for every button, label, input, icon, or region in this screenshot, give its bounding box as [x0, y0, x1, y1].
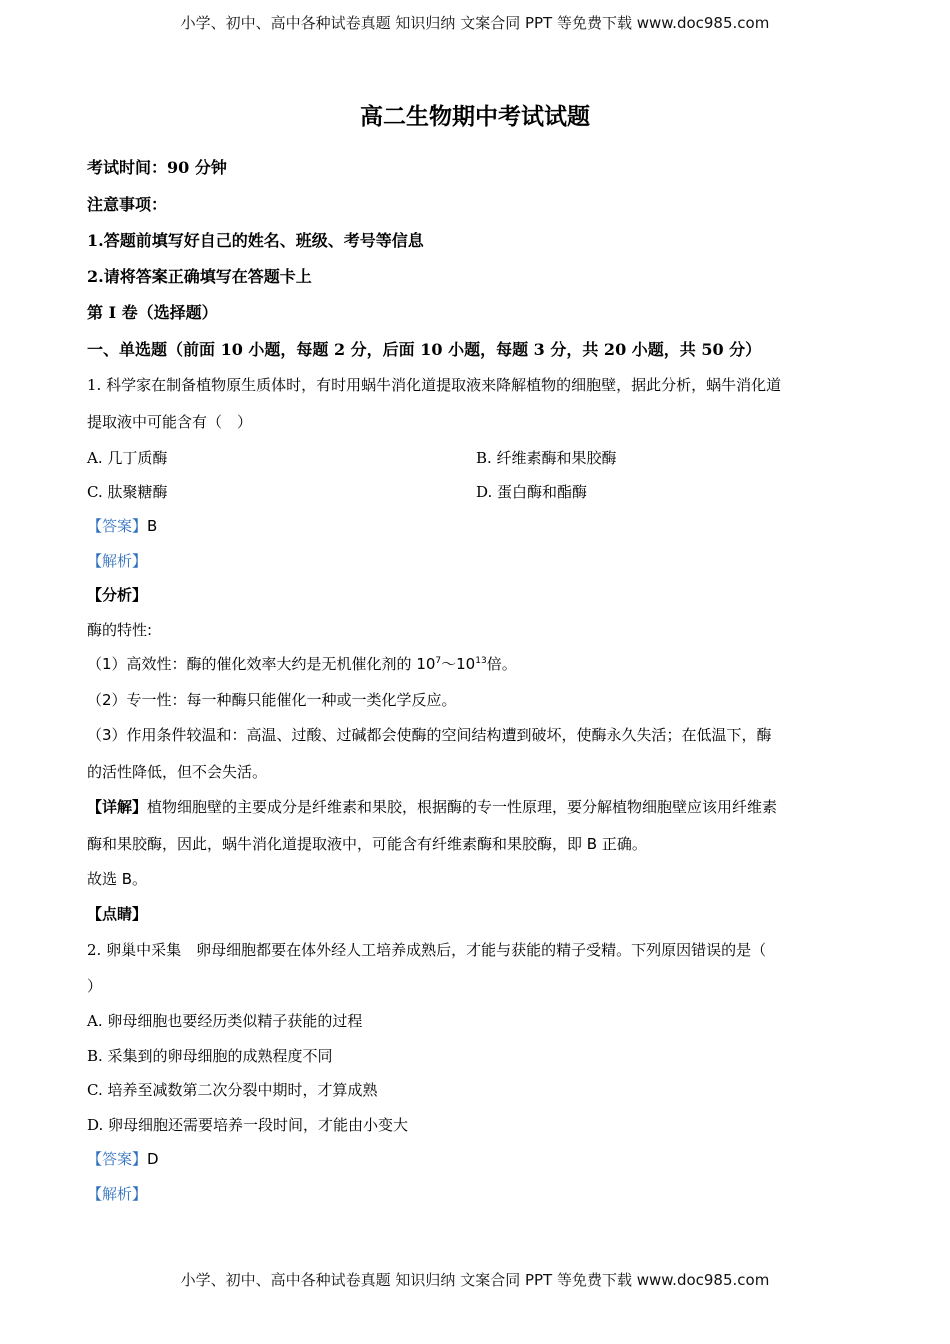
- notice-label: 注意事项：: [87, 195, 168, 214]
- answer-value: D: [147, 1150, 159, 1168]
- answer-value: B: [147, 517, 158, 535]
- q2-stem-line2: ）: [87, 977, 103, 995]
- q2-option-c: C. 培养至减数第二次分裂中期时，才算成熟: [87, 1081, 378, 1099]
- q1-dianjing-label: 【点睛】: [87, 905, 148, 923]
- q2-option-a: A. 卵母细胞也要经历类似精子获能的过程: [87, 1012, 363, 1030]
- point1-pre: （1）高效性：酶的催化效率大约是无机催化剂的 10: [87, 655, 436, 673]
- q1-detail-line2: 酶和果胶酶，因此，蜗牛消化道提取液中，可能含有纤维素酶和果胶酶，即 B 正确。: [87, 835, 647, 853]
- q1-option-b: B. 纤维素酶和果胶酶: [476, 449, 617, 467]
- q1-option-d: D. 蛋白酶和酯酶: [476, 483, 588, 501]
- page-header: 小学、初中、高中各种试卷真题 知识归纳 文案合同 PPT 等免费下载 www.doc985.com: [180, 14, 770, 32]
- page-footer: 小学、初中、高中各种试卷真题 知识归纳 文案合同 PPT 等免费下载 www.doc985.com: [180, 1271, 770, 1289]
- detail-text-1: 植物细胞壁的主要成分是纤维素和果胶，根据酶的专一性原理，要分解植物细胞壁应该用纤维素: [147, 798, 778, 816]
- q2-option-d: D. 卵母细胞还需要培养一段时间，才能由小变大: [87, 1116, 409, 1134]
- point1-sup2: 13: [475, 656, 487, 666]
- enzyme-intro: 酶的特性:: [87, 621, 153, 639]
- enzyme-point-2: （2）专一性：每一种酶只能催化一种或一类化学反应。: [87, 691, 457, 709]
- q2-analysis-label: 【解析】: [87, 1185, 148, 1203]
- q1-answer: [87, 515, 157, 536]
- section-heading: 一、单选题（前面 10 小题，每题 2 分，后面 10 小题，每题 3 分，共 20 小题，共 50 分）: [87, 340, 762, 359]
- notice-1: 1.答题前填写好自己的姓名、班级、考号等信息: [87, 231, 424, 250]
- q2-answer: [87, 1148, 159, 1169]
- point1-post: 倍。: [486, 655, 517, 673]
- q1-detail-line1: [87, 796, 777, 817]
- q1-stem-line1: 1. 科学家在制备植物原生质体时，有时用蜗牛消化道提取液来降解植物的细胞壁，据此分析，蜗牛消化道: [87, 376, 782, 394]
- volume-heading: 第 I 卷（选择题）: [87, 303, 218, 322]
- q1-option-c: C. 肽聚糖酶: [87, 483, 168, 501]
- q2-stem-line1: 2. 卵巢中采集 卵母细胞都要在体外经人工培养成熟后，才能与获能的精子受精。下列原因错误的是（: [87, 941, 767, 959]
- notice-2: 2.请将答案正确填写在答题卡上: [87, 267, 312, 286]
- q1-stem-line2: 提取液中可能含有（ ）: [87, 413, 253, 431]
- detail-label: 【详解】: [87, 798, 148, 816]
- enzyme-point-3-line1: （3）作用条件较温和：高温、过酸、过碱都会使酶的空间结构遭到破坏，使酶永久失活；在低温下，酶: [87, 726, 772, 744]
- enzyme-point-1: [87, 653, 517, 674]
- q1-option-a: A. 几丁质酶: [87, 449, 168, 467]
- answer-label: 【答案】: [87, 1150, 148, 1168]
- enzyme-point-3-line2: 的活性降低，但不会失活。: [87, 763, 268, 781]
- point1-sup1: 7: [435, 656, 442, 666]
- point1-mid: ～10: [441, 655, 476, 673]
- q1-fenxi-label: 【分析】: [87, 586, 148, 604]
- q1-choose: 故选 B。: [87, 870, 148, 888]
- q1-analysis-label: 【解析】: [87, 552, 148, 570]
- exam-time: 考试时间：90 分钟: [87, 158, 227, 177]
- answer-label: 【答案】: [87, 517, 148, 535]
- q2-option-b: B. 采集到的卵母细胞的成熟程度不同: [87, 1047, 333, 1065]
- document-title: 高二生物期中考试试题: [360, 103, 590, 130]
